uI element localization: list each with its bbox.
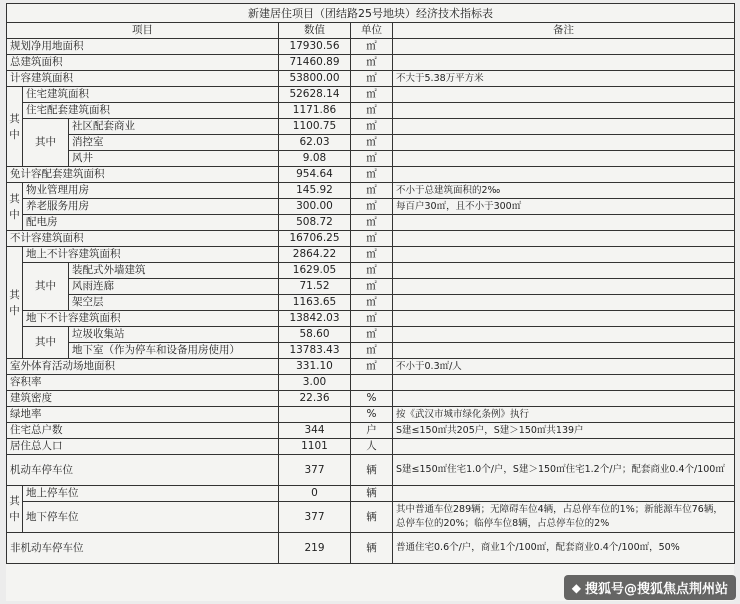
row-label: 风雨连廊 (69, 279, 279, 295)
row-label: 装配式外墙建筑 (69, 263, 279, 279)
table-row (7, 55, 735, 71)
document-page (6, 3, 734, 601)
row-value (279, 407, 351, 423)
table-row (7, 423, 735, 439)
row-value: 2864.22 (279, 247, 351, 263)
table-row (7, 502, 735, 533)
row-unit: ㎡ (351, 231, 393, 247)
row-note: S建≤150㎡共205户，S建＞150㎡共139户 (393, 423, 735, 439)
row-label: 非机动车停车位 (7, 533, 279, 564)
indicator-table (6, 3, 735, 564)
row-unit: ㎡ (351, 295, 393, 311)
row-value: 1163.65 (279, 295, 351, 311)
table-row (7, 455, 735, 486)
table-row (7, 391, 735, 407)
row-value: 1101 (279, 439, 351, 455)
table-row (7, 295, 735, 311)
row-unit: ㎡ (351, 151, 393, 167)
row-label: 架空层 (69, 295, 279, 311)
table-row (7, 533, 735, 564)
row-unit: ㎡ (351, 199, 393, 215)
row-label: 住宅配套建筑面积 (23, 103, 279, 119)
row-label: 容积率 (7, 375, 279, 391)
row-value: 508.72 (279, 215, 351, 231)
row-note: 按《武汉市城市绿化条例》执行 (393, 407, 735, 423)
row-note: 每百户30㎡，且不小于300㎡ (393, 199, 735, 215)
row-value: 9.08 (279, 151, 351, 167)
row-note (393, 39, 735, 55)
row-note (393, 375, 735, 391)
header-item: 项目 (7, 23, 279, 39)
row-unit: ㎡ (351, 311, 393, 327)
row-unit (351, 375, 393, 391)
row-value: 53800.00 (279, 71, 351, 87)
sub-group-label: 其中 (23, 263, 69, 311)
table-row (7, 199, 735, 215)
row-label: 地上不计容建筑面积 (23, 247, 279, 263)
row-label: 绿地率 (7, 407, 279, 423)
row-note (393, 103, 735, 119)
row-unit: ㎡ (351, 119, 393, 135)
row-value: 219 (279, 533, 351, 564)
row-label: 地下停车位 (23, 502, 279, 533)
row-unit: ㎡ (351, 343, 393, 359)
row-label: 不计容建筑面积 (7, 231, 279, 247)
row-note (393, 231, 735, 247)
row-label: 地下不计容建筑面积 (23, 311, 279, 327)
row-label: 配电房 (23, 215, 279, 231)
row-note (393, 87, 735, 103)
table-row (7, 407, 735, 423)
row-value: 0 (279, 486, 351, 502)
watermark (564, 575, 736, 600)
row-note (393, 247, 735, 263)
table-row (7, 263, 735, 279)
row-note (393, 55, 735, 71)
table-row (7, 279, 735, 295)
watermark-text: 搜狐号@搜狐焦点荆州站 (584, 582, 728, 597)
table-row (7, 439, 735, 455)
row-label: 垃圾收集站 (69, 327, 279, 343)
table-row (7, 247, 735, 263)
row-unit: ㎡ (351, 279, 393, 295)
row-label: 养老服务用房 (23, 199, 279, 215)
row-value: 17930.56 (279, 39, 351, 55)
row-label: 社区配套商业 (69, 119, 279, 135)
row-label: 室外体育活动场地面积 (7, 359, 279, 375)
row-label: 机动车停车位 (7, 455, 279, 486)
row-label: 地下室（作为停车和设备用房使用） (69, 343, 279, 359)
row-unit: ㎡ (351, 167, 393, 183)
table-row (7, 215, 735, 231)
row-label: 消控室 (69, 135, 279, 151)
row-note: S建≤150㎡住宅1.0个/户，S建＞150㎡住宅1.2个/户；配套商业0.4个/100㎡ (393, 455, 735, 486)
row-value: 13842.03 (279, 311, 351, 327)
table-row (7, 87, 735, 103)
table-title: 新建居住项目（团结路25号地块）经济技术指标表 (7, 4, 735, 23)
row-label: 住宅建筑面积 (23, 87, 279, 103)
row-unit: 户 (351, 423, 393, 439)
row-note: 普通住宅0.6个/户，商业1个/100㎡，配套商业0.4个/100㎡，50% (393, 533, 735, 564)
table-row (7, 39, 735, 55)
group-label-vertical: 其中 (7, 87, 23, 167)
table-row (7, 231, 735, 247)
table-row (7, 486, 735, 502)
row-value: 145.92 (279, 183, 351, 199)
row-unit: ㎡ (351, 39, 393, 55)
row-unit: ㎡ (351, 103, 393, 119)
row-note: 不大于5.38万平方米 (393, 71, 735, 87)
row-label: 总建筑面积 (7, 55, 279, 71)
row-value: 62.03 (279, 135, 351, 151)
row-value: 1100.75 (279, 119, 351, 135)
row-label: 风井 (69, 151, 279, 167)
group-label-vertical: 其中 (7, 183, 23, 231)
row-value: 3.00 (279, 375, 351, 391)
row-unit: ㎡ (351, 359, 393, 375)
row-note (393, 311, 735, 327)
table-row (7, 167, 735, 183)
row-note (393, 295, 735, 311)
row-unit: 辆 (351, 486, 393, 502)
row-note (393, 135, 735, 151)
row-note (393, 279, 735, 295)
row-unit: 辆 (351, 533, 393, 564)
row-note: 不小于0.3㎡/人 (393, 359, 735, 375)
row-label: 计容建筑面积 (7, 71, 279, 87)
row-unit: 辆 (351, 502, 393, 533)
row-value: 22.36 (279, 391, 351, 407)
row-value: 377 (279, 502, 351, 533)
row-value: 58.60 (279, 327, 351, 343)
row-note (393, 439, 735, 455)
row-unit: ㎡ (351, 135, 393, 151)
header-note: 备注 (393, 23, 735, 39)
row-label: 地上停车位 (23, 486, 279, 502)
row-note (393, 327, 735, 343)
row-label: 规划净用地面积 (7, 39, 279, 55)
row-unit: ㎡ (351, 215, 393, 231)
row-unit: ㎡ (351, 263, 393, 279)
table-header-row (7, 23, 735, 39)
row-value: 1171.86 (279, 103, 351, 119)
row-unit: ㎡ (351, 55, 393, 71)
row-value: 377 (279, 455, 351, 486)
row-unit: ㎡ (351, 327, 393, 343)
row-value: 71.52 (279, 279, 351, 295)
table-row (7, 119, 735, 135)
table-row (7, 103, 735, 119)
row-note (393, 486, 735, 502)
table-row (7, 151, 735, 167)
row-unit: ㎡ (351, 87, 393, 103)
row-note (393, 215, 735, 231)
row-value: 52628.14 (279, 87, 351, 103)
row-note (393, 263, 735, 279)
row-unit: % (351, 391, 393, 407)
row-value: 954.64 (279, 167, 351, 183)
table-row (7, 327, 735, 343)
row-value: 13783.43 (279, 343, 351, 359)
row-note (393, 167, 735, 183)
row-note (393, 391, 735, 407)
row-note (393, 151, 735, 167)
row-unit: 辆 (351, 455, 393, 486)
row-value: 344 (279, 423, 351, 439)
row-note (393, 119, 735, 135)
header-value: 数值 (279, 23, 351, 39)
row-label: 物业管理用房 (23, 183, 279, 199)
table-row (7, 183, 735, 199)
row-note: 其中普通车位289辆；无障碍车位4辆，占总停车位的1%；新能源车位76辆，总停车位的20%；临停车位8辆，占总停车位的2% (393, 502, 735, 533)
group-label-vertical: 其中 (7, 486, 23, 533)
row-value: 16706.25 (279, 231, 351, 247)
row-label: 免计容配套建筑面积 (7, 167, 279, 183)
row-unit: % (351, 407, 393, 423)
sub-group-label: 其中 (23, 119, 69, 167)
row-unit: ㎡ (351, 71, 393, 87)
table-row (7, 311, 735, 327)
row-value: 71460.89 (279, 55, 351, 71)
table-row (7, 135, 735, 151)
sub-group-label: 其中 (23, 327, 69, 359)
table-row (7, 71, 735, 87)
header-unit: 单位 (351, 23, 393, 39)
row-unit: ㎡ (351, 247, 393, 263)
row-label: 住宅总户数 (7, 423, 279, 439)
row-value: 1629.05 (279, 263, 351, 279)
row-unit: 人 (351, 439, 393, 455)
group-label-vertical: 其中 (7, 247, 23, 359)
row-note (393, 343, 735, 359)
table-row (7, 375, 735, 391)
table-row (7, 343, 735, 359)
row-unit: ㎡ (351, 183, 393, 199)
sohu-fox-icon: ◆ (571, 580, 581, 595)
row-value: 331.10 (279, 359, 351, 375)
row-label: 居住总人口 (7, 439, 279, 455)
row-note: 不小于总建筑面积的2‰ (393, 183, 735, 199)
row-label: 建筑密度 (7, 391, 279, 407)
table-row (7, 359, 735, 375)
row-value: 300.00 (279, 199, 351, 215)
